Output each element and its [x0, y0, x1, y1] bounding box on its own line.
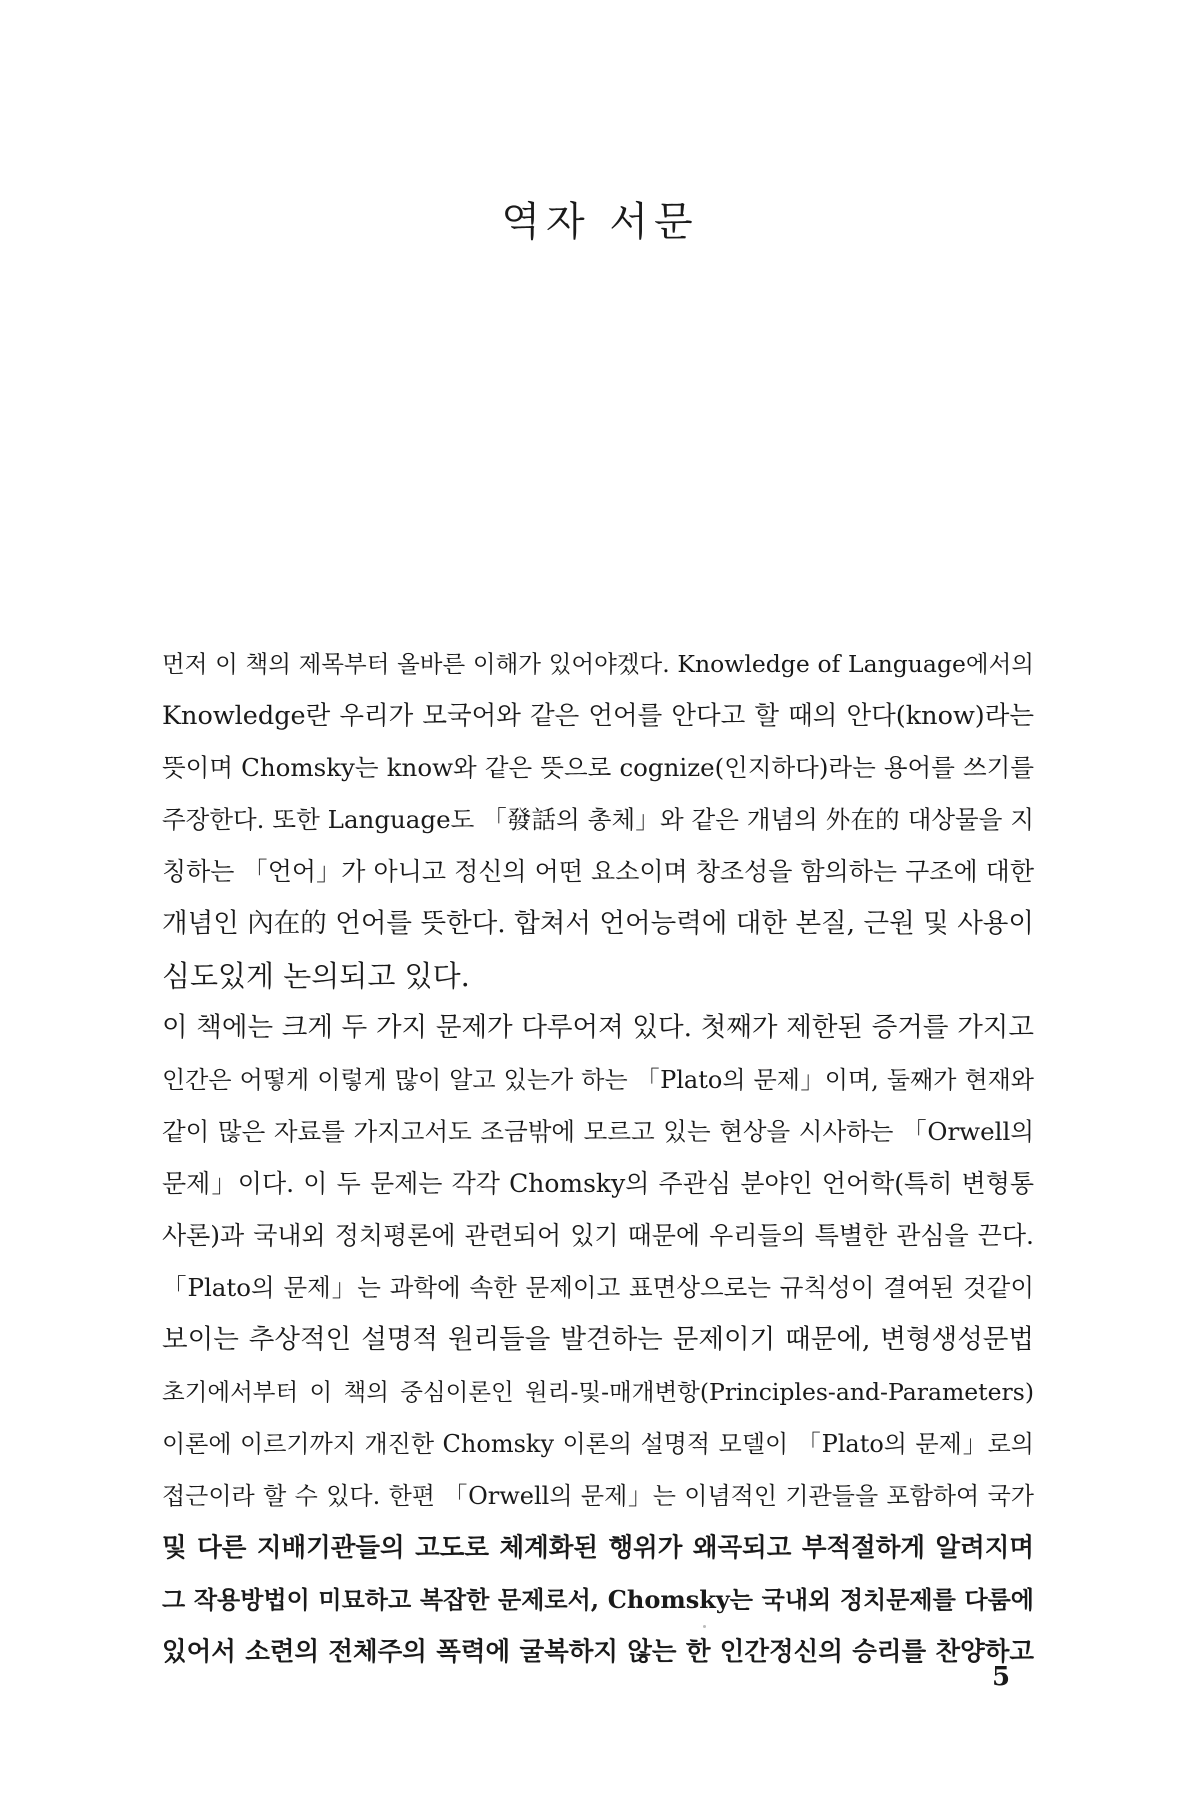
paragraph-2-line-9: 이론에 이르기까지 개진한 Chomsky 이론의 설명적 모델이 「Plato의 문제」로의	[162, 1430, 1034, 1458]
paragraph-1-line-2: Knowledge란 우리가 모국어와 같은 언어를 안다고 할 때의 안다(know)라는	[162, 701, 1034, 731]
print-speck	[703, 1625, 706, 1628]
paragraph-2-line-2: 인간은 어떻게 이렇게 많이 알고 있는가 하는 「Plato의 문제」이며, 둘째가 현재와	[162, 1066, 1034, 1094]
page-title: 역자 서문	[501, 199, 699, 245]
paragraph-2-line-13: 있어서 소련의 전체주의 폭력에 굴복하지 않는 한 인간정신의 승리를 찬양하고	[162, 1637, 1034, 1667]
page-number: 5	[992, 1662, 1011, 1692]
paragraph-2-line-4: 문제」이다. 이 두 문제는 각각 Chomsky의 주관심 분야인 언어학(특히 변형통	[162, 1169, 1034, 1198]
paragraph-2-line-10: 접근이라 할 수 있다. 한편 「Orwell의 문제」는 이념적인 기관들을 포함하여 국가	[162, 1482, 1034, 1510]
preface-body	[162, 638, 1034, 1678]
paragraph-1-line-3: 뜻이며 Chomsky는 know와 같은 뜻으로 cognize(인지하다)라는 용어를 쓰기를	[162, 753, 1034, 782]
paragraph-1-line-1: 먼저 이 책의 제목부터 올바른 이해가 있어야겠다. Knowledge of Language에서의	[162, 650, 1034, 678]
paragraph-2-line-11: 및 다른 지배기관들의 고도로 체계화된 행위가 왜곡되고 부적절하게 알려지며	[162, 1533, 1034, 1563]
paragraph-2-line-3: 같이 많은 자료를 가지고서도 조금밖에 모르고 있는 현상을 시사하는 「Orwell의	[162, 1117, 1034, 1146]
paragraph-1-line-7: 심도있게 논의되고 있다.	[162, 959, 470, 993]
paragraph-1-line-6: 개념인 內在的 언어를 뜻한다. 합쳐서 언어능력에 대한 본질, 근원 및 사용이	[162, 908, 1034, 939]
paragraph-2-line-6: 「Plato의 문제」는 과학에 속한 문제이고 표면상으로는 규칙성이 결여된 것같이	[162, 1273, 1034, 1302]
paragraph-2-line-8: 초기에서부터 이 책의 중심이론인 원리-및-매개변항(Principles-and-Parameters)	[162, 1378, 1034, 1406]
paragraph-2-line-1: 이 책에는 크게 두 가지 문제가 다루어져 있다. 첫째가 제한된 증거를 가지고	[162, 1012, 1034, 1043]
paragraph-2-line-5: 사론)과 국내외 정치평론에 관련되어 있기 때문에 우리들의 특별한 관심을 끈다.	[162, 1221, 1034, 1250]
paragraph-1-line-4: 주장한다. 또한 Language도 「發話의 총체」와 같은 개념의 外在的 대상물을 지	[162, 805, 1034, 834]
paragraph-2-line-7: 보이는 추상적인 설명적 원리들을 발견하는 문제이기 때문에, 변형생성문법	[162, 1324, 1034, 1355]
paragraph-1-line-5: 칭하는 「언어」가 아니고 정신의 어떤 요소이며 창조성을 함의하는 구조에 대한	[162, 857, 1034, 886]
paragraph-2-line-12: 그 작용방법이 미묘하고 복잡한 문제로서, Chomsky는 국내외 정치문제를 다룸에	[162, 1585, 1034, 1614]
